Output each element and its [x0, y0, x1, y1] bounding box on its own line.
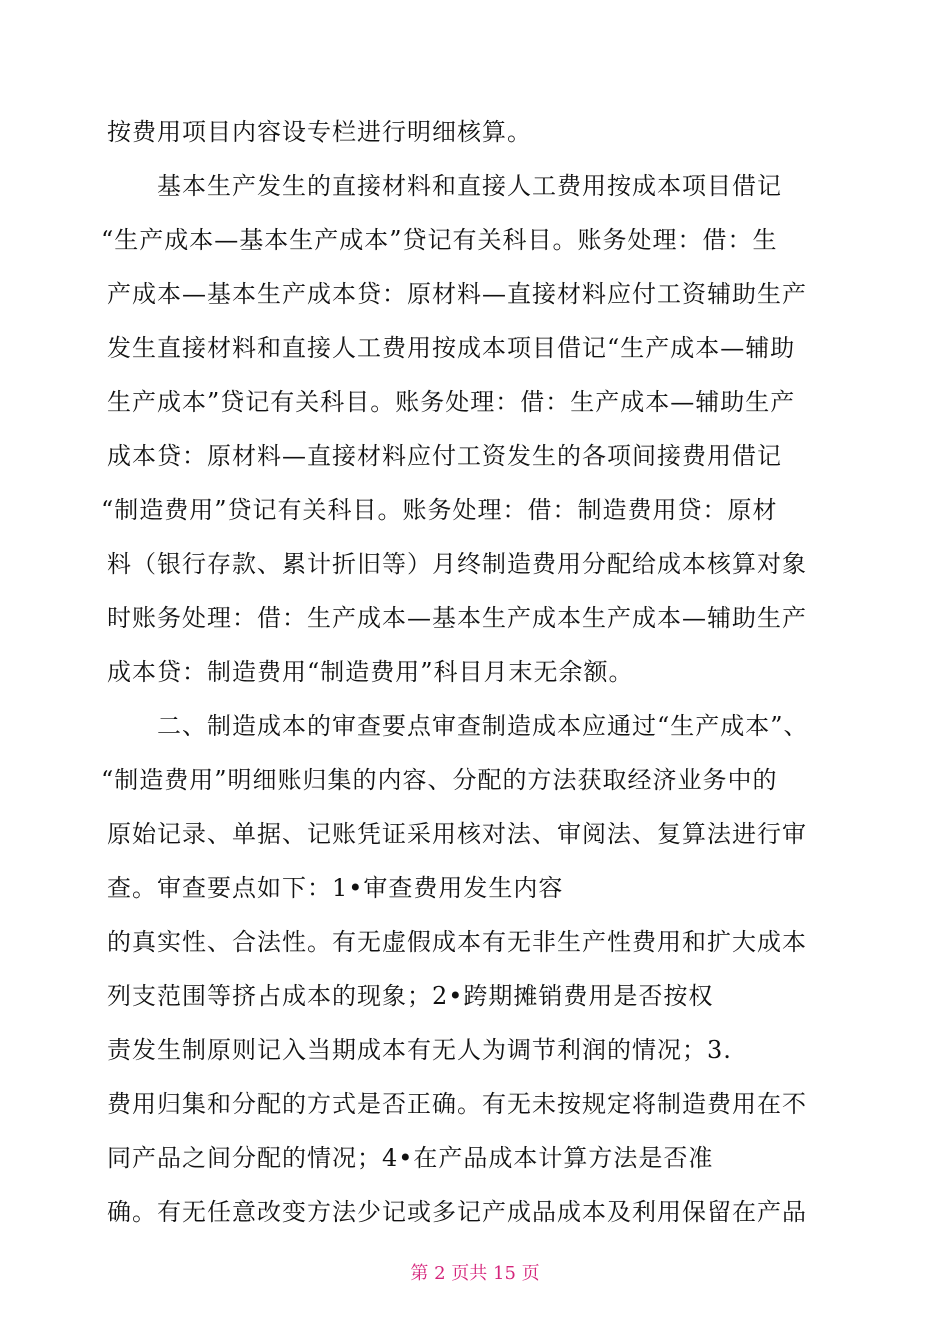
paragraph-line: 二、制造成本的审查要点审查制造成本应通过“生产成本”、 — [157, 712, 809, 740]
paragraph-line: 成本贷：原材料—直接材料应付工资发生的各项间接费用借记 — [107, 442, 782, 470]
paragraph-line: 基本生产发生的直接材料和直接人工费用按成本项目借记 — [157, 172, 782, 200]
paragraph-line: “生产成本—基本生产成本”贷记有关科目。账务处理：借：生 — [101, 226, 778, 254]
paragraph-line: 的真实性、合法性。有无虚假成本有无非生产性费用和扩大成本 — [107, 928, 807, 956]
paragraph-line: 产成本—基本生产成本贷：原材料—直接材料应付工资辅助生产 — [107, 280, 807, 308]
paragraph-line: 按费用项目内容设专栏进行明细核算。 — [107, 118, 532, 146]
page-number-footer: 第 2 页共 15 页 — [410, 1263, 540, 1284]
paragraph-line: 发生直接材料和直接人工费用按成本项目借记“生产成本—辅助 — [107, 334, 796, 362]
paragraph-line: 查。审查要点如下：1•审查费用发生内容 — [107, 874, 564, 902]
paragraph-line: 责发生制原则记入当期成本有无人为调节利润的情况；3. — [107, 1036, 732, 1064]
paragraph-line: 时账务处理：借：生产成本—基本生产成本生产成本—辅助生产 — [107, 604, 807, 632]
paragraph-line: 同产品之间分配的情况；4•在产品成本计算方法是否准 — [107, 1144, 714, 1172]
paragraph-line: 列支范围等挤占成本的现象；2•跨期摊销费用是否按权 — [107, 982, 714, 1010]
paragraph-line: 生产成本”贷记有关科目。账务处理：借：生产成本—辅助生产 — [107, 388, 796, 416]
paragraph-line: 料（银行存款、累计折旧等）月终制造费用分配给成本核算对象 — [107, 550, 807, 578]
paragraph-line: “制造费用”贷记有关科目。账务处理：借：制造费用贷：原材 — [101, 496, 778, 524]
paragraph-line: 原始记录、单据、记账凭证采用核对法、审阅法、复算法进行审 — [107, 820, 807, 848]
paragraph-line: 确。有无任意改变方法少记或多记产成品成本及利用保留在产品 — [107, 1198, 807, 1226]
paragraph-line: “制造费用”明细账归集的内容、分配的方法获取经济业务中的 — [101, 766, 778, 794]
paragraph-line: 费用归集和分配的方式是否正确。有无未按规定将制造费用在不 — [107, 1090, 807, 1118]
paragraph-line: 成本贷：制造费用“制造费用”科目月末无余额。 — [107, 658, 634, 686]
